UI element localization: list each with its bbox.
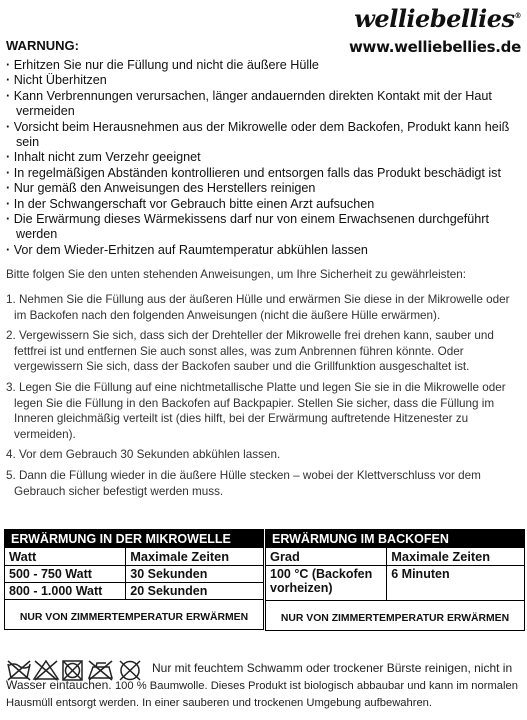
warning-item: · In der Schwangerschaft vor Gebrauch bitte einen Arzt aufsuchen <box>6 197 521 212</box>
oven-table-footer: NUR VON ZIMMERTEMPERATUR ERWÄRMEN <box>280 613 510 624</box>
warning-list <box>6 58 521 258</box>
warning-item: · In regelmäßigen Abständen kontrollieren und entsorgen falls das Produkt beschädigt ist <box>6 166 521 181</box>
oven-table <box>265 529 525 631</box>
care-instructions <box>6 660 524 712</box>
cell-watt: 800 - 1.000 Watt <box>5 583 126 599</box>
website-url: www.welliebellies.de <box>349 38 521 56</box>
microwave-table-header <box>5 548 263 566</box>
col-max-time: Maximale Zeiten <box>130 549 230 564</box>
cell-degree: 100 °C (Backofen vorheizen) <box>266 566 387 600</box>
instruction-step: 3. Legen Sie die Füllung auf eine nichtmetallische Platte und legen Sie sie in die Mikrowelle oder legen Sie die Füllung in den Backofen auf Backpapier. Stellen Sie sicher, dass die Füllung im Inneren gleichmäßig verteilt ist (dies hilft, bei der Erwärmung auftretende Hitzenester zu vermeiden). <box>6 380 506 441</box>
col-max-time: Maximale Zeiten <box>391 549 491 564</box>
warning-item: · Nur gemäß den Anweisungen des Herstellers reinigen <box>6 181 521 196</box>
cell-time: 20 Sekunden <box>130 584 208 598</box>
brand-logo: welliebellies® <box>354 4 521 33</box>
instruction-steps <box>6 292 524 504</box>
warning-item: · Inhalt nicht zum Verzehr geeignet <box>6 150 521 165</box>
instructions-intro: Bitte folgen Sie den unten stehenden Anweisungen, um Ihre Sicherheit zu gewährleisten: <box>6 268 467 281</box>
cell-time: 30 Sekunden <box>130 567 208 581</box>
microwave-table-footer: NUR VON ZIMMERTEMPERATUR ERWÄRMEN <box>19 612 249 623</box>
oven-table-title: ERWÄRMUNG IM BACKOFEN <box>266 530 524 548</box>
table-row <box>5 583 263 600</box>
instruction-step: 1. Nehmen Sie die Füllung aus der äußeren Hülle und erwärmen Sie diese in der Mikrowelle oder im Backofen nach den folgenden Anweisungen (nicht die äußere Hülle erwärmen). <box>6 293 510 322</box>
care-line-1: Nur mit feuchtem Schwamm oder trockener Bürste reinigen, nicht in Wasser eintauchen. <box>6 661 513 692</box>
warning-title: WARNUNG: <box>6 38 79 53</box>
cell-time: 6 Minuten <box>391 567 450 581</box>
instruction-step: 4. Vor dem Gebrauch 30 Sekunden abkühlen lassen. <box>6 448 281 462</box>
col-watt: Watt <box>5 548 126 565</box>
table-row <box>266 566 524 601</box>
warning-item: · Nicht Überhitzen <box>6 73 521 88</box>
microwave-table <box>4 529 264 630</box>
table-row <box>5 566 263 583</box>
warning-item: · Vor dem Wieder-Erhitzen auf Raumtemperatur abkühlen lassen <box>6 243 521 258</box>
instruction-step: 5. Dann die Füllung wieder in die äußere Hülle stecken – wobei der Klettverschluss vor dem Gebrauch sicher befestigt werden muss. <box>6 468 481 498</box>
warning-item: · Vorsicht beim Herausnehmen aus der Mikrowelle oder dem Backofen, Produkt kann heiß sein <box>6 120 521 151</box>
instruction-step: 2. Vergewissern Sie sich, dass sich der Drehteller der Mikrowelle frei drehen kann, sauber und fettfrei ist und entfernen Sie auch sonst alles, was zum Anbrennen führen könnte. Oder vergewissern Sie sich, dass der Backofen sauber und die Grillfunktion ausgeschaltet ist. <box>6 329 494 374</box>
warning-item: · Kann Verbrennungen verursachen, länger andauernden direkten Kontakt mit der Haut vermeiden <box>6 89 521 120</box>
col-degree: Grad <box>266 548 387 565</box>
oven-table-header <box>266 548 524 566</box>
warning-item: · Erhitzen Sie nur die Füllung und nicht die äußere Hülle <box>6 58 521 73</box>
warning-item: · Die Erwärmung dieses Wärmekissens darf nur von einem Erwachsenen durchgeführt werden <box>6 212 521 243</box>
cell-watt: 500 - 750 Watt <box>5 566 126 582</box>
microwave-table-title: ERWÄRMUNG IN DER MIKROWELLE <box>5 530 263 548</box>
care-line-2: 100 % Baumwolle. Dieses Produkt ist biologisch abbaubar und kann im normalen Hausmüll entsorgt werden. In einer sauberen und trockenen Umgebung aufbewahren. <box>6 679 518 709</box>
